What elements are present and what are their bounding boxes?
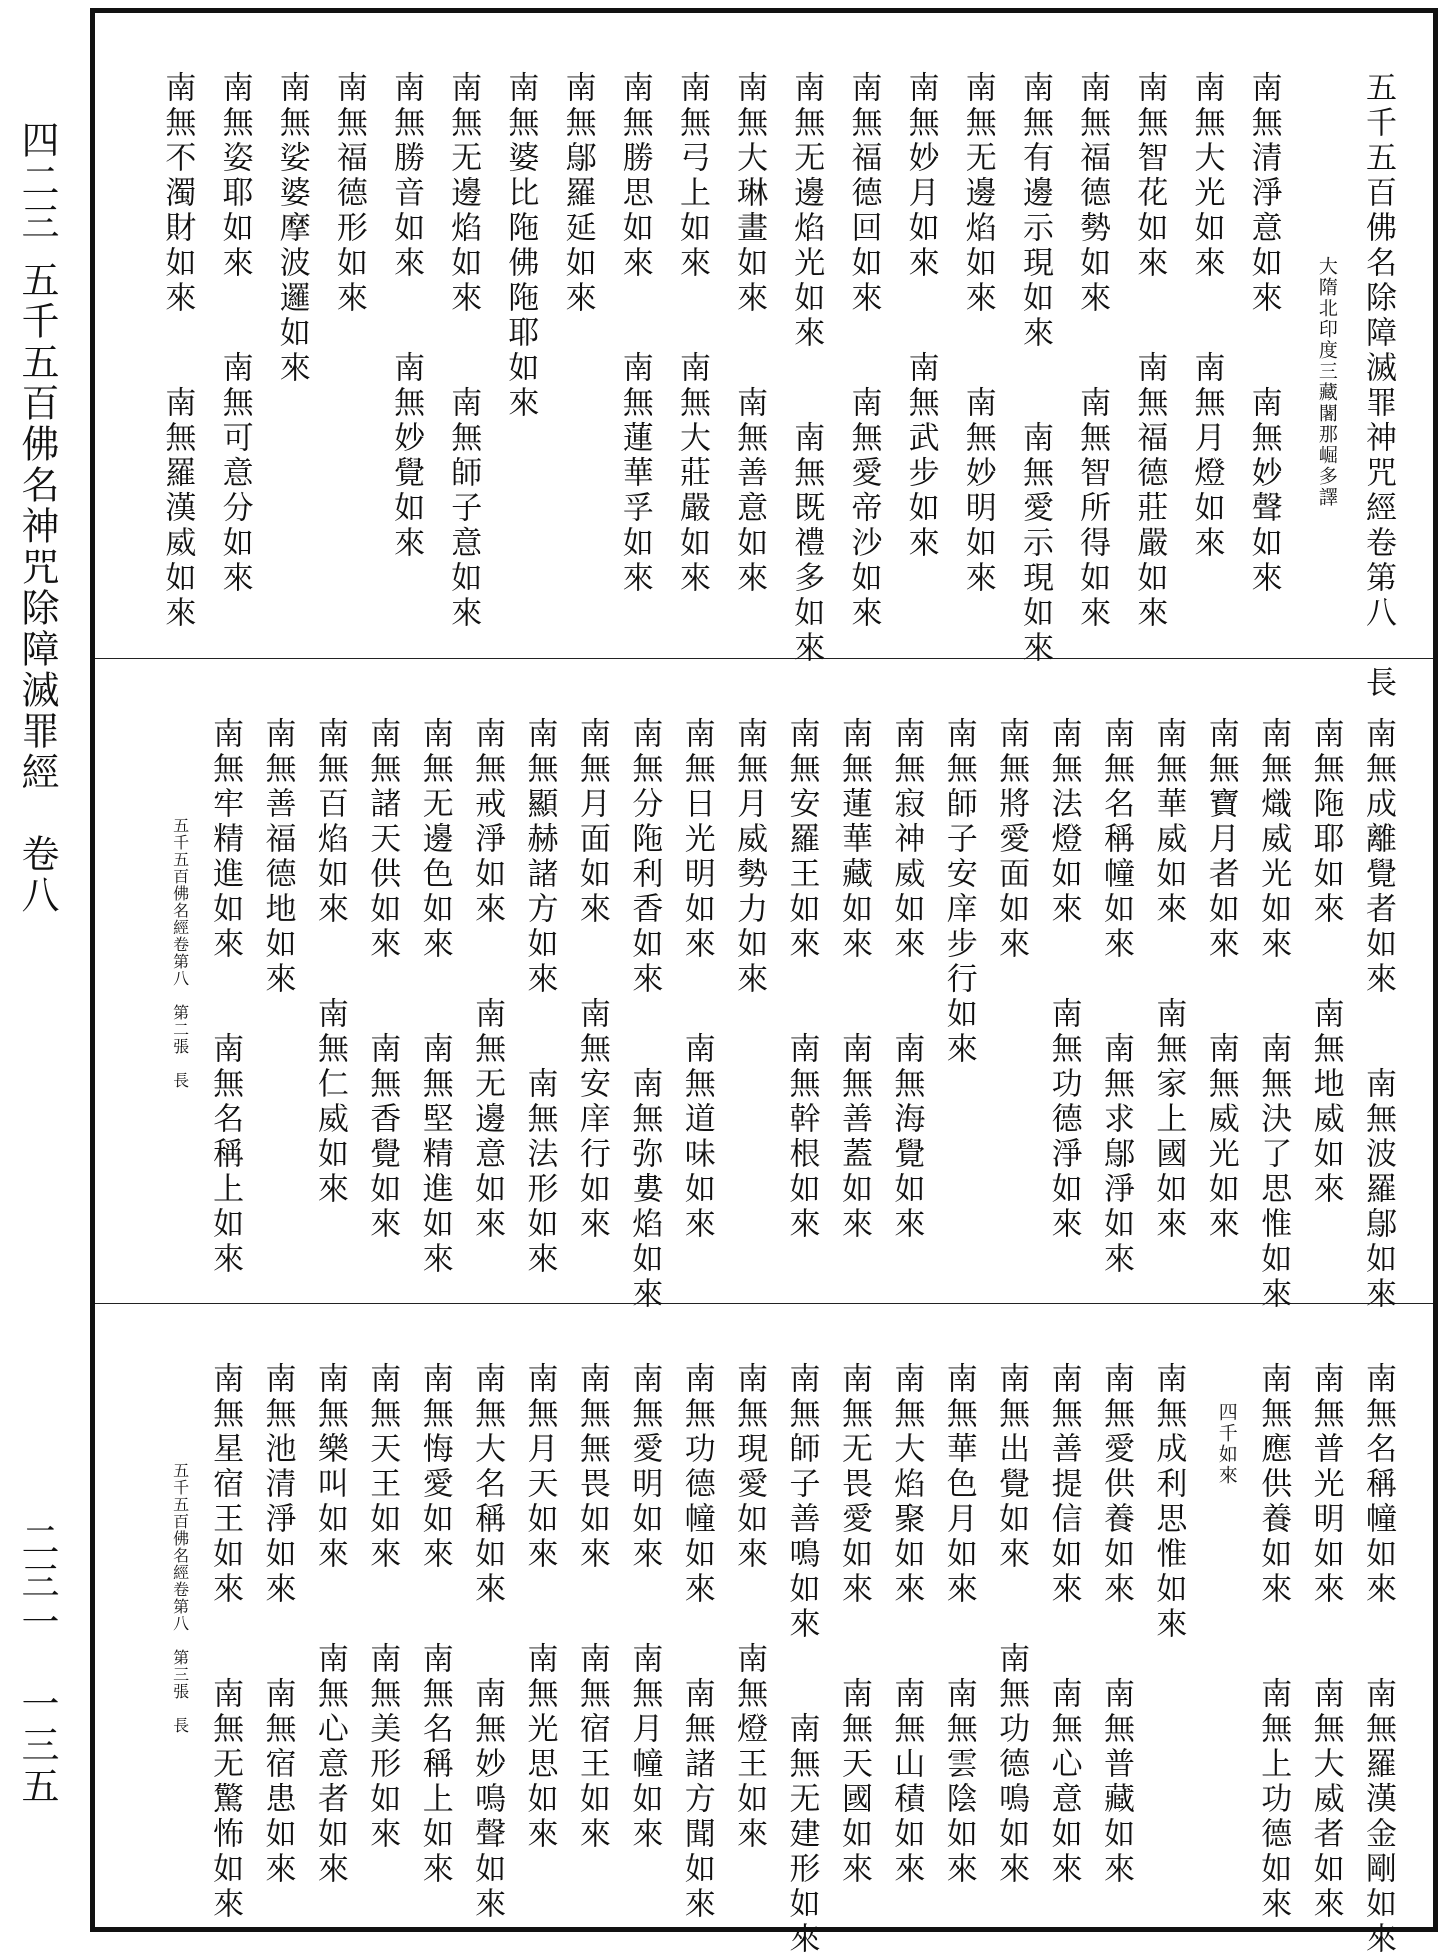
text-column: 南無福德形如來 — [330, 71, 367, 316]
text-column: 南無天王如來 南無美形如來 — [364, 1362, 401, 1852]
text-column: 南無姿耶如來 南無可意分如來 — [216, 71, 253, 596]
text-column: 南無熾威光如來 南無決了思惟如來 — [1255, 717, 1292, 1312]
page-frame — [90, 8, 1438, 1957]
text-column: 南無現愛如來 南無燈王如來 — [731, 1362, 768, 1852]
text-column: 南無應供養如來 南無上功德如來 — [1255, 1362, 1292, 1922]
text-column: 南無名稱幢如來 南無求鄔淨如來 — [1097, 717, 1134, 1277]
text-column: 南無日光明如來 南無道味如來 — [678, 717, 715, 1242]
text-column: 南無分陁利香如來 南無弥婁焰如來 — [626, 717, 663, 1312]
text-column: 南無安羅王如來 南無幹根如來 — [783, 717, 820, 1242]
register-1 — [95, 13, 1433, 701]
text-column: 南無牢精進如來 南無名稱上如來 — [207, 717, 244, 1277]
text-column: 南無婆比陁佛陁耶如來 — [502, 71, 539, 421]
text-column: 南無華色月如來 南無雲陰如來 — [940, 1362, 977, 1887]
text-column: 南無普光明如來 南無大威者如來 — [1307, 1362, 1344, 1922]
text-column: 南無福德回如來 南無愛帝沙如來 — [845, 71, 882, 631]
text-column: 南無樂叫如來 南無心意者如來 — [311, 1362, 348, 1887]
text-column: 南無陁耶如來 南無地威如來 — [1307, 717, 1344, 1207]
text-column: 南無師子善鳴如來 南無无建形如來 — [783, 1362, 820, 1957]
register-1-columns — [135, 13, 1396, 701]
text-column: 南無戒淨如來 南無无邊意如來 — [469, 717, 506, 1242]
text-column: 南無諸天供如來 南無香覺如來 — [364, 717, 401, 1242]
text-column: 南無勝音如來 南無妙覺如來 — [388, 71, 425, 561]
text-column: 南無勝思如來 南無蓮華孚如來 — [616, 71, 653, 596]
text-column: 南無蓮華藏如來 南無善蓋如來 — [835, 717, 872, 1242]
margin-sutra-title: 五千五百佛名神咒除障滅罪經 卷八 — [15, 260, 59, 916]
text-column: 南無月天如來 南無光思如來 — [521, 1362, 558, 1852]
register-2-columns — [135, 659, 1396, 1312]
text-column: 南無寂神威如來 南無海覺如來 — [888, 717, 925, 1242]
text-column: 南無出覺如來 南無功德鳴如來 — [993, 1362, 1030, 1887]
text-column: 南無將愛面如來 — [993, 717, 1030, 962]
text-column: 南無无畏愛如來 南無天國如來 — [835, 1362, 872, 1887]
text-column: 南無妙月如來 南無武步如來 — [902, 71, 939, 561]
text-column: 南無无邊焰光如來 南無既禮多如來 — [788, 71, 825, 666]
text-column: 南無悔愛如來 南無名稱上如來 — [416, 1362, 453, 1887]
text-column: 南無愛明如來 南無月幢如來 — [626, 1362, 663, 1852]
register-3-columns — [135, 1304, 1396, 1957]
margin-page-number-left: 四二三 — [15, 120, 59, 243]
text-column: 南無弓上如來 南無大莊嚴如來 — [673, 71, 710, 596]
text-column: 南無大焰聚如來 南無山積如來 — [888, 1362, 925, 1887]
text-column: 南無名稱幢如來 南無羅漢金剛如來 — [1360, 1362, 1396, 1957]
text-column: 南無星宿王如來 南無无驚怖如來 — [207, 1362, 244, 1922]
text-column: 南無愛供養如來 南無普藏如來 — [1097, 1362, 1134, 1887]
text-column: 南無有邊示現如來 南無愛示現如來 — [1016, 71, 1053, 666]
text-column: 南無師子安庠步行如來 — [940, 717, 977, 1067]
text-column: 南無成離覺者如來 南無波羅鄔如來 — [1360, 717, 1396, 1312]
text-column: 南無善福德地如來 — [259, 717, 296, 997]
text-column: 南無智花如來 南無福德莊嚴如來 — [1131, 71, 1168, 631]
text-column: 南無大光如來 南無月燈如來 — [1188, 71, 1225, 561]
text-column: 南無无邊焰如來 南無師子意如來 — [445, 71, 482, 631]
text-column: 南無鄔羅延如來 — [559, 71, 596, 316]
text-column: 大隋北印度三藏闍那崛多譯 — [1315, 256, 1338, 508]
text-column: 南無大名稱如來 南無妙鳴聲如來 — [469, 1362, 506, 1922]
register-2 — [95, 659, 1433, 1312]
text-column: 南無月威勢力如來 — [731, 717, 768, 997]
text-column: 南無池清淨如來 南無宿患如來 — [259, 1362, 296, 1887]
text-column: 南無功德幢如來 南無諸方聞如來 — [678, 1362, 715, 1922]
margin-page-number-right: 二三一 一三五 — [15, 1520, 59, 1807]
text-column: 南無顯赫諸方如來 南無法形如來 — [521, 717, 558, 1277]
text-column: 南無不濁財如來 南無羅漢威如來 — [159, 71, 196, 631]
text-column: 五千五百佛名經卷第八 第三張 長 — [170, 1462, 190, 1734]
text-column: 南無娑婆摩波邏如來 — [273, 71, 310, 386]
text-column: 五千五百佛名除障滅罪神咒經卷第八 長 — [1360, 71, 1396, 701]
text-column: 南無寶月者如來 南無威光如來 — [1202, 717, 1239, 1242]
text-column: 南無无邊焰如來 南無妙明如來 — [959, 71, 996, 596]
text-column: 南無善提信如來 南無心意如來 — [1045, 1362, 1082, 1887]
text-column: 五千五百佛名經卷第八 第二張 長 — [170, 817, 190, 1089]
text-column: 南無百焰如來 南無仁威如來 — [311, 717, 348, 1207]
text-column: 南無華威如來 南無家上國如來 — [1150, 717, 1187, 1242]
text-column: 南無月面如來 南無安庠行如來 — [573, 717, 610, 1242]
register-3 — [95, 1304, 1433, 1957]
text-column: 南無法燈如來 南無功德淨如來 — [1045, 717, 1082, 1242]
text-column: 南無清淨意如來 南無妙聲如來 — [1245, 71, 1282, 596]
text-column: 南無福德勢如來 南無智所得如來 — [1074, 71, 1111, 631]
text-column: 南無无邊色如來 南無堅精進如來 — [416, 717, 453, 1277]
text-column: 四千如來 — [1215, 1402, 1238, 1486]
text-column: 南無大琳畫如來 南無善意如來 — [731, 71, 768, 596]
text-column: 南無無畏如來 南無宿王如來 — [573, 1362, 610, 1852]
text-column: 南無成利思惟如來 — [1150, 1362, 1187, 1642]
